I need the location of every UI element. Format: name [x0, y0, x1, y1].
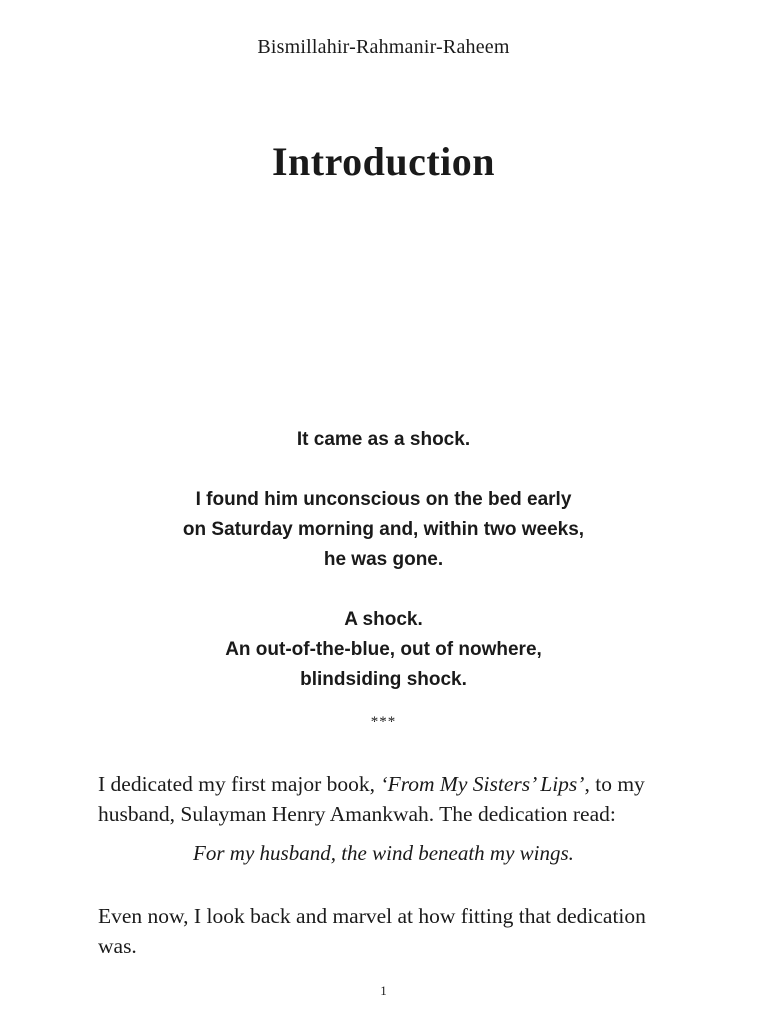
page-number: 1: [380, 983, 387, 998]
body-paragraph: Even now, I look back and marvel at how fitting that dedication was.: [98, 904, 646, 958]
epigraph-line: blindsiding shock.: [300, 669, 467, 690]
chapter-title: Introduction: [271, 139, 496, 184]
body-paragraph: [98, 769, 678, 829]
page-header: Bismillahir-Rahmanir-Raheem: [257, 36, 510, 58]
epigraph-line: A shock.: [344, 609, 423, 630]
epigraph-line: It came as a shock.: [296, 429, 471, 450]
paragraph-text: I dedicated my first major book,: [98, 772, 381, 796]
epigraph: [0, 425, 767, 695]
dedication-quote: For my husband, the wind beneath my wings.: [193, 841, 574, 865]
epigraph-stanza: [0, 605, 767, 695]
epigraph-line: I found him unconscious on the bed early: [195, 489, 572, 510]
epigraph-stanza: [0, 425, 767, 455]
epigraph-stanza: [0, 485, 767, 575]
epigraph-line: An out-of-the-blue, out of nowhere,: [225, 639, 542, 660]
epigraph-line: on Saturday morning and, within two weeks,: [182, 519, 585, 540]
book-title: ‘From My Sisters’ Lips’: [380, 772, 585, 796]
section-separator: ***: [370, 714, 397, 730]
epigraph-line: he was gone.: [323, 549, 444, 570]
paragraph-text: , to my husband, Sulayman Henry Amankwah. The dedication read:: [98, 772, 645, 826]
